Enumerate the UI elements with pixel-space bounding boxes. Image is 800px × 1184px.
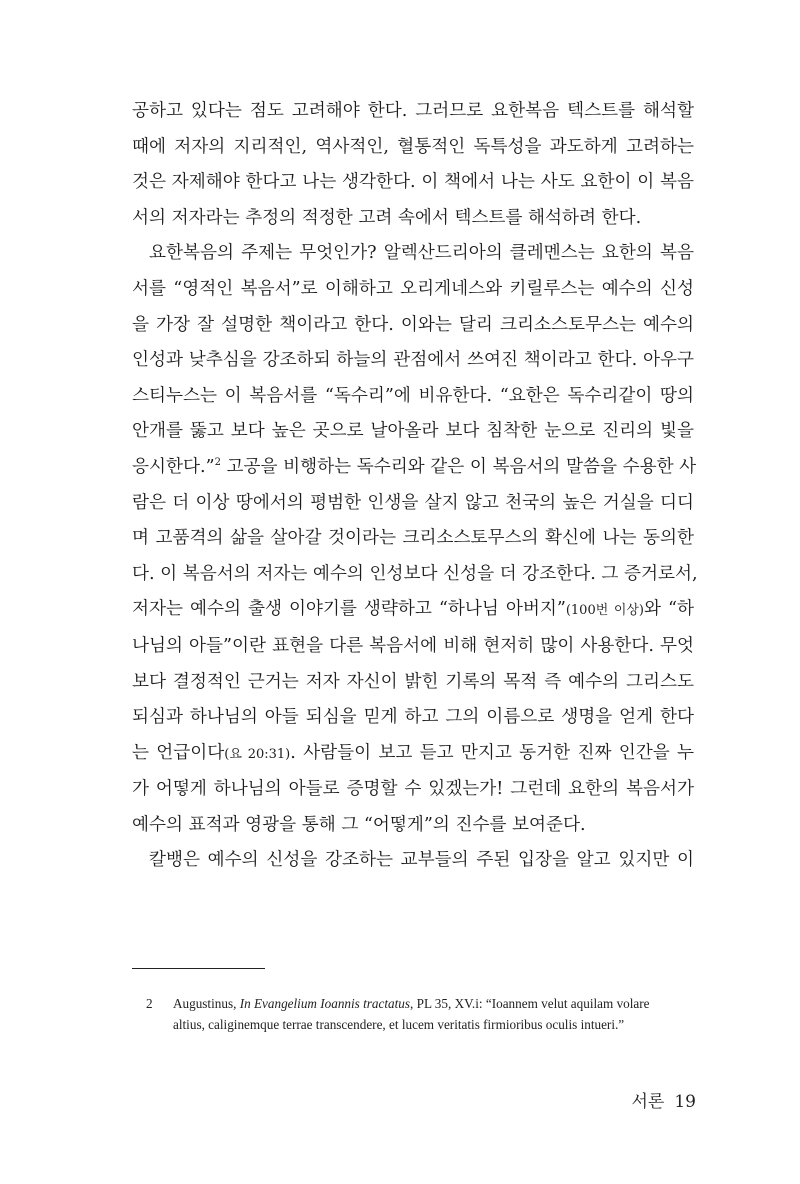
footnote-number: 2 (146, 996, 153, 1011)
text-line: 을 가장 잘 설명한 책이라고 한다. 이와는 달리 크리소스토무스는 예수의 (132, 314, 694, 335)
section-name: 서론 (631, 1092, 665, 1112)
text-line: 나님의 아들”이란 표현을 다른 복음서에 비해 현저히 많이 사용한다. 무엇 (132, 635, 694, 656)
page-number: 19 (674, 1092, 696, 1112)
text-line: 다. 이 복음서의 저자는 예수의 인성보다 신성을 더 강조한다. 그 증거로서, (132, 563, 698, 584)
text-segment: 응시한다.” (132, 456, 215, 477)
text-line: 요한복음의 주제는 무엇인가? 알렉산드리아의 클레멘스는 요한의 복음 (149, 243, 694, 264)
text-line: 안개를 뚫고 보다 높은 곳으로 날아올라 보다 침착한 눈으로 진리의 빛을 (132, 421, 694, 442)
footnote (146, 993, 698, 1035)
text-line: 서의 저자라는 추정의 적정한 고려 속에서 텍스트를 해석하려 한다. (132, 207, 642, 228)
footnote-line: altius, caliginemque terrae transcendere, et lucem veritatis firmioribus oculis intueri.” (173, 1017, 625, 1032)
text-line: 스티누스는 이 복음서를 “독수리”에 비유한다. “요한은 독수리같이 땅의 (132, 385, 694, 406)
text-line: 보다 결정적인 근거는 저자 자신이 밝힌 기록의 목적 즉 예수의 그리스도 (132, 671, 694, 692)
text-segment: 는 언급이다 (132, 742, 225, 763)
footnote-divider (132, 968, 265, 969)
text-line: 인성과 낮추심을 강조하되 하늘의 관점에서 쓰여진 책이라고 한다. 아우구 (132, 350, 694, 371)
footnote-author: Augustinus, (173, 996, 240, 1011)
scripture-reference: (요 20:31) (224, 746, 291, 762)
footnote-reference: 2 (214, 457, 221, 469)
text-line: 칼뱅은 예수의 신성을 강조하는 교부들의 주된 입장을 알고 있지만 이 (149, 850, 694, 871)
parenthetical-note: (100번 이상) (565, 603, 645, 619)
text-line: 가 어떻게 하나님의 아들로 증명할 수 있겠는가! 그런데 요한의 복음서가 (132, 779, 694, 800)
text-line: 되심과 하나님의 아들 되심을 믿게 하고 그의 이름으로 생명을 얻게 한다 (132, 707, 694, 728)
footnote-line (146, 993, 698, 1014)
text-line: 서를 “영적인 복음서”로 이해하고 오리게네스와 키릴루스는 예수의 신성 (132, 278, 694, 299)
text-line: 며 고품격의 삶을 살아갈 것이라는 크리소스토무스의 확신에 나는 동의한 (132, 528, 694, 549)
text-line: 예수의 표적과 영광을 통해 그 “어떻게”의 진수를 보여준다. (132, 814, 586, 835)
text-segment: 고공을 비행하는 독수리와 같은 이 복음서의 말씀을 수용한 사 (220, 456, 697, 477)
text-segment: . 사람들이 보고 듣고 만지고 동거한 진짜 인간을 누 (290, 742, 694, 763)
text-line (132, 736, 694, 773)
body-text (132, 94, 698, 879)
text-line-with-footnote (132, 450, 697, 486)
text-segment: 저자는 예수의 출생 이야기를 생략하고 “하나님 아버지” (132, 599, 566, 620)
page-footer (622, 1087, 697, 1112)
footnote-citation: , PL 35, XV.i: “Ioannem velut aquilam volare (410, 996, 650, 1011)
footnote-title: In Evangelium Ioannis tractatus (239, 996, 411, 1011)
text-line: 것은 자제해야 한다고 나는 생각한다. 이 책에서 나는 사도 요한이 이 복음 (132, 172, 694, 193)
text-line: 람은 더 이상 땅에서의 평범한 인생을 살지 않고 천국의 높은 거실을 디디 (132, 492, 694, 513)
text-line: 공하고 있다는 점도 고려해야 한다. 그러므로 요한복음 텍스트를 해석할 (132, 101, 694, 121)
text-line (132, 592, 694, 629)
text-line: 때에 저자의 지리적인, 역사적인, 혈통적인 독특성을 과도하게 고려하는 (132, 136, 694, 157)
text-segment: 와 “하 (644, 599, 694, 620)
